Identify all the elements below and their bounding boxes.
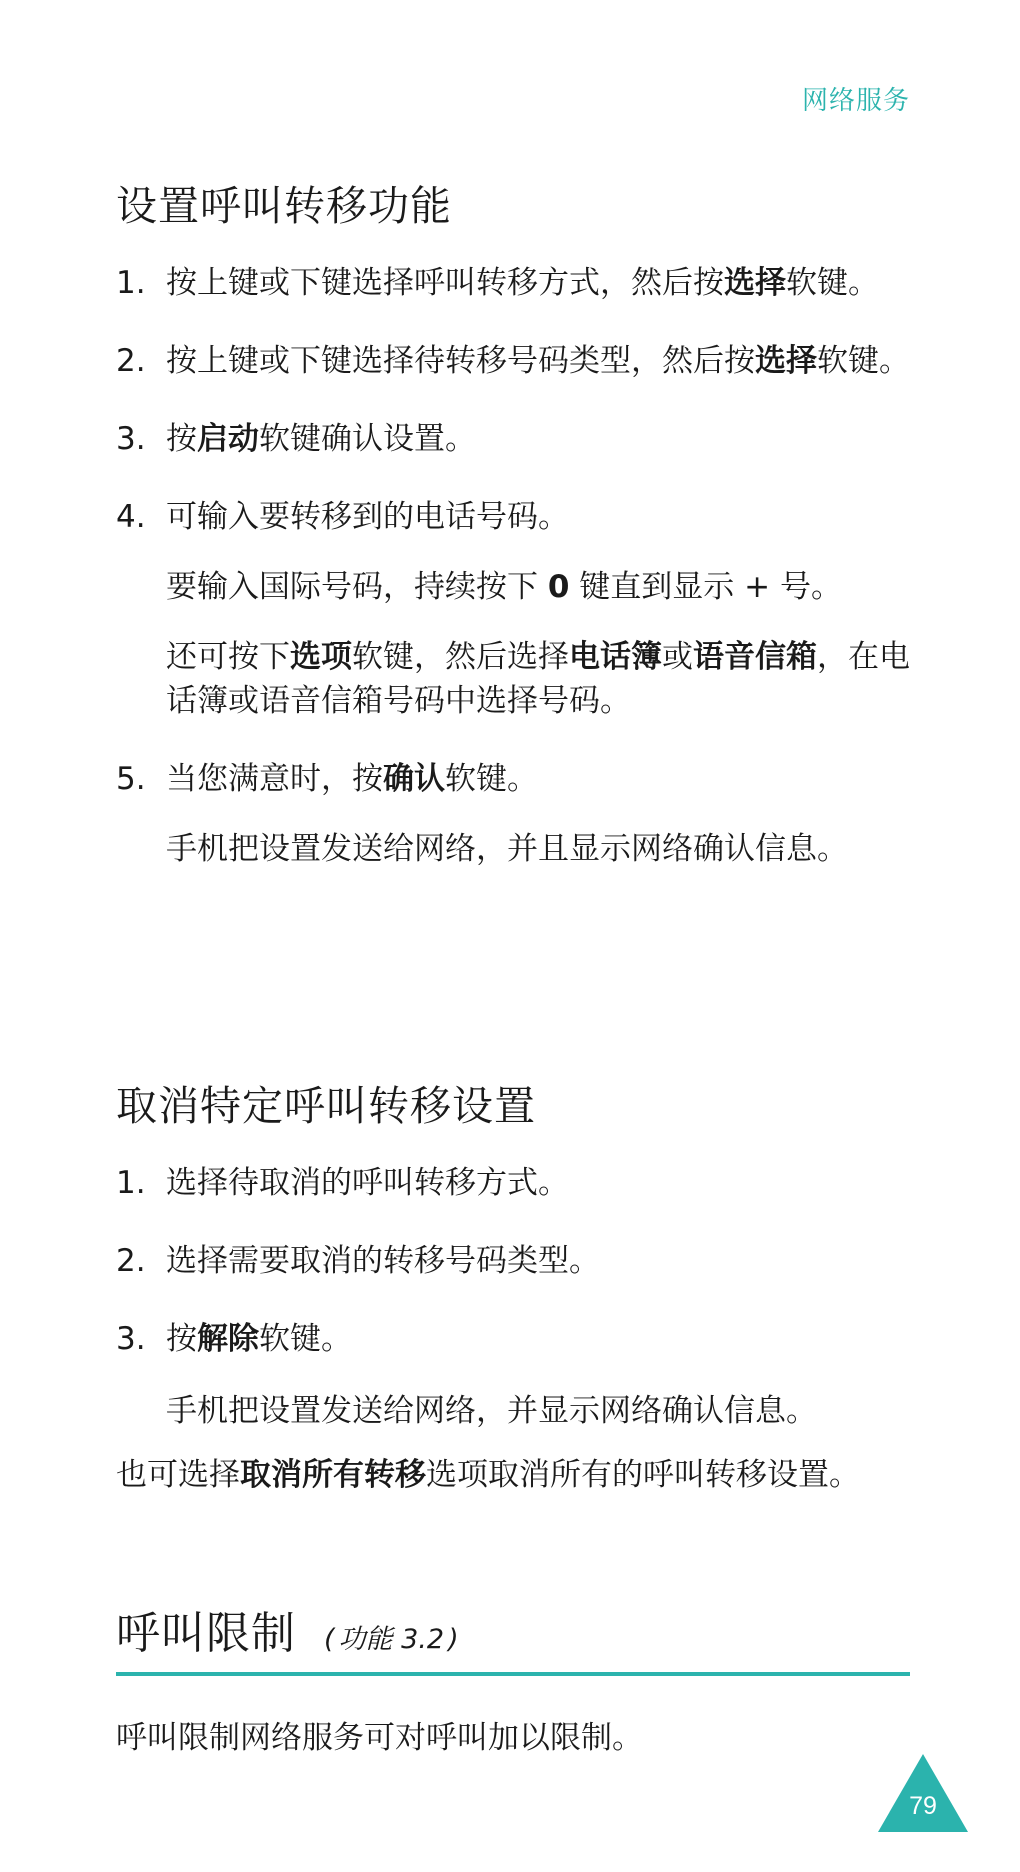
softkey-label: 选项	[290, 639, 352, 676]
softkey-label: 选择	[755, 343, 817, 380]
step-number: 2.	[116, 1243, 146, 1280]
menu-label: 语音信箱	[693, 639, 817, 676]
step-item	[116, 261, 910, 305]
section-heading	[116, 1605, 910, 1676]
page-number: 79	[909, 1792, 937, 1820]
softkey-label: 解除	[197, 1321, 259, 1358]
steps-list	[116, 1161, 910, 1361]
step-item	[116, 339, 910, 383]
step-number: 5.	[116, 761, 146, 798]
menu-label: 电话簿	[569, 639, 662, 676]
step-item	[116, 757, 910, 871]
function-reference: ( 功能 3.2 )	[324, 1624, 459, 1655]
section-title: 呼叫限制	[116, 1608, 296, 1659]
step-number: 4.	[116, 499, 146, 536]
step-text: 按上键或下键选择待转移号码类型，然后按选择软键。	[166, 343, 910, 380]
step-text: 按启动软键确认设置。	[166, 421, 476, 458]
key-label: 0	[547, 569, 570, 606]
step-text: 选择需要取消的转移号码类型。	[166, 1243, 600, 1280]
softkey-label: 确认	[383, 761, 445, 798]
result-note: 手机把设置发送给网络，并显示网络确认信息。	[166, 1393, 817, 1430]
option-label: 取消所有转移	[240, 1457, 426, 1494]
step-note: 手机把设置发送给网络，并且显示网络确认信息。	[166, 831, 848, 868]
step-item	[116, 1239, 910, 1283]
section-description: 呼叫限制网络服务可对呼叫加以限制。	[116, 1720, 643, 1757]
section-title: 设置呼叫转移功能	[116, 182, 452, 230]
softkey-label: 启动	[197, 421, 259, 458]
step-number: 3.	[116, 421, 146, 458]
step-item	[116, 495, 910, 723]
step-item	[116, 1161, 910, 1205]
step-item	[116, 1317, 910, 1361]
section-set-call-forwarding	[116, 180, 910, 905]
running-header: 网络服务	[801, 86, 910, 116]
step-text: 当您满意时，按确认软键。	[166, 761, 538, 798]
tip-paragraph: 也可选择取消所有转移选项取消所有的呼叫转移设置。	[116, 1457, 860, 1494]
step-text: 按上键或下键选择呼叫转移方式，然后按选择软键。	[166, 265, 879, 302]
step-text: 选择待取消的呼叫转移方式。	[166, 1165, 569, 1202]
page-number-badge	[878, 1754, 968, 1832]
step-note: 要输入国际号码，持续按下 0 键直到显示 + 号。	[166, 569, 842, 606]
step-text: 按解除软键。	[166, 1321, 352, 1358]
step-note: 还可按下选项软键，然后选择电话簿或语音信箱，在电话簿或语音信箱号码中选择号码。	[166, 639, 910, 720]
section-call-barring	[116, 1605, 910, 1760]
step-number: 1.	[116, 265, 146, 302]
section-cancel-call-forwarding	[116, 1080, 910, 1497]
step-number: 2.	[116, 343, 146, 380]
step-item	[116, 417, 910, 461]
steps-list	[116, 261, 910, 871]
step-number: 1.	[116, 1165, 146, 1202]
section-title: 取消特定呼叫转移设置	[116, 1082, 536, 1130]
step-number: 3.	[116, 1321, 146, 1358]
softkey-label: 选择	[724, 265, 786, 302]
step-text: 可输入要转移到的电话号码。	[166, 499, 569, 536]
